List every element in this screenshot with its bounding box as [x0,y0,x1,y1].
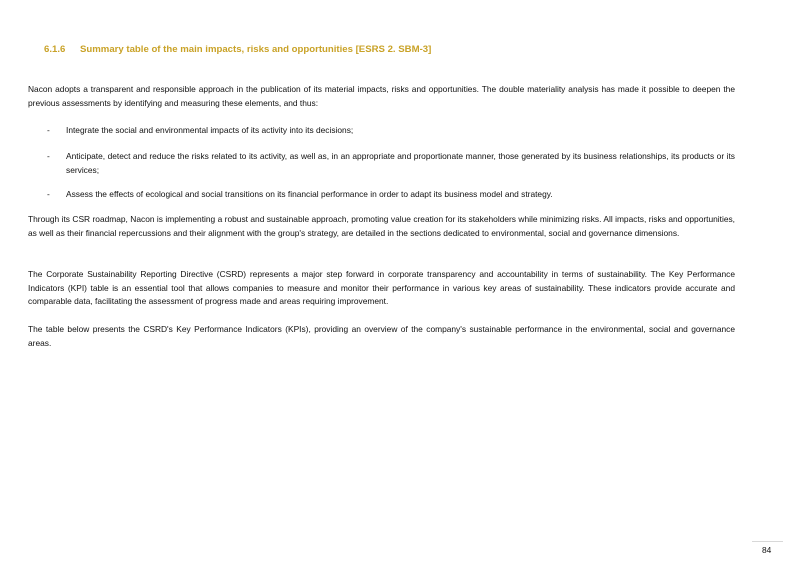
bullet-dash: - [47,151,50,161]
section-number: 6.1.6 [44,44,66,55]
bullet-dash: - [47,189,50,199]
section-heading [44,44,431,55]
bullet-text: Integrate the social and environmental impacts of its activity into its decisions; [66,125,354,135]
paragraph-kpi-table: The table below presents the CSRD's Key Performance Indicators (KPIs), providing an overview of the company's sustainable performance in the environmental, social and governance areas. [28,324,735,348]
section-title: Summary table of the main impacts, risks and opportunities [ESRS 2. SBM-3] [80,44,432,55]
paragraph-csrd: The Corporate Sustainability Reporting Directive (CSRD) represents a major step forward in corporate transparency and accountability in terms of sustainability. The Key Performance Indicators (KPI) table is an essential tool that allows companies to measure and monitor their performance in various key areas of sustainability. These indicators provide accurate and comparable data, facilitating the assessment of progress made and areas requiring improvement. [28,269,735,306]
bullet-text: Assess the effects of ecological and social transitions on its financial performance in order to adapt its business model and strategy. [66,189,553,199]
bullet-dash: - [47,125,50,135]
footer-rule [752,541,783,542]
paragraph-csr-roadmap: Through its CSR roadmap, Nacon is implementing a robust and sustainable approach, promoting value creation for its stakeholders while minimizing risks. All impacts, risks and opportunities, as well as their financial repercussions and their alignment with the group's strategy, are detailed in the sections dedicated to environmental, social and governance dimensions. [28,214,735,238]
intro-paragraph: Nacon adopts a transparent and responsible approach in the publication of its material impacts, risks and opportunities. The double materiality analysis has made it possible to deepen the previous assessments by identifying and measuring these elements, and thus: [28,84,735,108]
bullet-text: Anticipate, detect and reduce the risks related to its activity, as well as, in an appropriate and proportionate manner, those generated by its business relationships, its products or its services; [66,151,735,175]
page-number: 84 [762,545,772,555]
